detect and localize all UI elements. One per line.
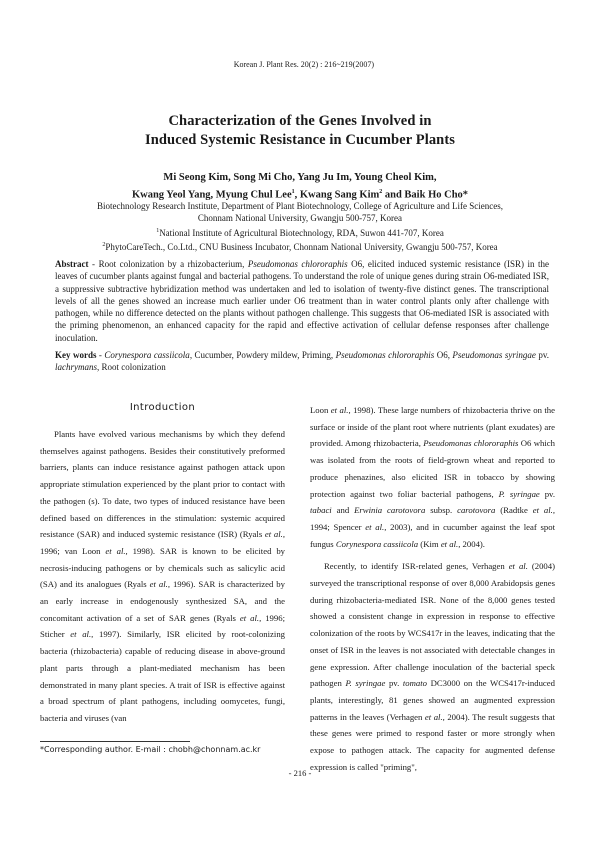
affiliations [40, 200, 560, 254]
title-line-1: Characterization of the Genes Involved in [168, 113, 432, 129]
page-number: - 216 - [288, 768, 312, 778]
introduction-heading: Introduction [129, 402, 196, 413]
left-column [40, 400, 285, 727]
paper-title [40, 112, 560, 150]
affiliation-line-3: $^1$National Institute of Agricultural Biotechnology, RDA, Suwon 441-707, Korea [156, 227, 444, 238]
affiliation-line-2: Chonnam National University, Gwangju 500-757, Korea [197, 213, 403, 224]
author-list [40, 170, 560, 203]
intro-paragraph-1: Plants have evolved various mechanisms by which they defend themselves against pathogens. Besides their constitutively preformed barriers, plants can induce resistance against pathogen attack upon appropriate stimulation experienced by the plant prior to contact with the pathogen (s). To date, two types of induced resistance have been defined based on differences in the stimulation: systemic acquired resistance (SAR) and induced systemic resistance (ISR) (Ryals et al., 1996; van Loon et al., 1998). SAR is known to be elicited by necrosis-inducing pathogens or by chemicals such as salicylic acid (SA) and its analogues (Ryals et al., 1996). SAR is characterized by an early increase in endogenously synthesized SA, and the concomitant activation of a set of SAR genes (Ryals et al., 1996; Sticher et al., 1997). Similarly, ISR elicited by root-colonizing bacteria (rhizobacteria) capable of reducing disease in above-ground plant parts through a plant-mediated mechanism has been demonstrated in many plant species. A trait of ISR is effective against a broad spectrum of plant pathogens, including oomycetes, fungi, bacteria and viruses (van [40, 429, 286, 723]
affiliation-line-1: Biotechnology Research Institute, Department of Plant Biotechnology, College of Agriculture and Life Sciences, [96, 201, 504, 211]
corresponding-author-footnote: *Corresponding author. E-mail : chobh@chonnam.ac.kr [40, 745, 261, 754]
affiliation-line-4: $^2$PhytoCareTech., Co.Ltd., CNU Business Incubator, Chonnam National University, Gwangju 500-757, Korea [102, 242, 498, 253]
intro-paragraph-2: Recently, to identify ISR-related genes, Verhagen et al. (2004) surveyed the transcriptional response of over 8,000 Arabidopsis genes during rhizobacteria-mediated ISR. None of the 8,000 genes tested showed a consistent change in expression in response to effective colonization of the roots by WCS417r in the leaves, indicating that the onset of ISR in the leaves is not associated with detectable changes in gene expression. After challenge inoculation of the bacterial speck pathogen P. syringae pv. tomato DC3000 on the WCS417r-induced plants, interestingly, 81 genes showed an augmented expression patterns in the leaves (Verhagen et al., 2004). The result suggests that these genes were primed to respond faster or more strongly when expose to pathogen attack. The capacity for augmented defense expression is called "priming", [310, 561, 556, 772]
abstract: Abstract - Root colonization by a rhizobacterium, Pseudomonas chlororaphis O6, elicited induced systemic resistance (ISR) in the leaves of cucumber plants against fungal and bacterial pathogens. To understand the role of unique genes during strain O6-mediated ISR, a suppressive subtractive hybridization method was undertaken and led to isolation of twenty-five distinct genes. The transcriptional levels of all the genes showed an increase much earlier under O6 treatment than in water control plants only after challenge with pathogen, while no difference detected on the plants without pathogen challenge. This suggests that O6-mediated ISR is associated with the priming phenomenon, an enhanced capacity for the rapid and effective activation of cellular defense responses after challenge inoculation. [55, 259, 550, 343]
authors-line-2: Kwang Yeol Yang, Myung Chul Lee$^1$, Kwang Sang Kim$^2$ and Baik Ho Cho* [131, 189, 469, 201]
footnote-divider [40, 741, 190, 742]
authors-line-1: Mi Seong Kim, Song Mi Cho, Yang Ju Im, Young Cheol Kim, [163, 172, 437, 183]
intro-paragraph-continued: Loon et al., 1998). These large numbers of rhizobacteria thrive on the surface or inside of the plant root where nutrients (plant exudates) are provided. Among rhizobacteria, Pseudomonas chlororaphis O6 which was isolated from the roots of field-grown wheat and reported to produce phenazines, also elicited ISR in tobacco by showing protection against two foliar bacterial pathogens, P. syringae pv. tabaci and Erwinia carotovora subsp. carotovora (Radtke et al., 1994; Spencer et al., 2003), and in cucumber against the leaf spot fungus Corynespora cassiicola (Kim et al., 2004). [310, 405, 556, 549]
right-column [310, 402, 555, 775]
keywords: Key words - Corynespora cassiicola, Cucumber, Powdery mildew, Priming, Pseudomonas chlororaphis O6, Pseudomonas syringae pv. lachrymans, Root colonization [55, 350, 549, 373]
title-line-2: Induced Systemic Resistance in Cucumber Plants [144, 132, 456, 148]
keywords-label: Key words [55, 350, 97, 360]
journal-reference: Korean J. Plant Res. 20(2) : 216~219(2007) [233, 60, 374, 69]
abstract-label: Abstract [55, 259, 89, 269]
